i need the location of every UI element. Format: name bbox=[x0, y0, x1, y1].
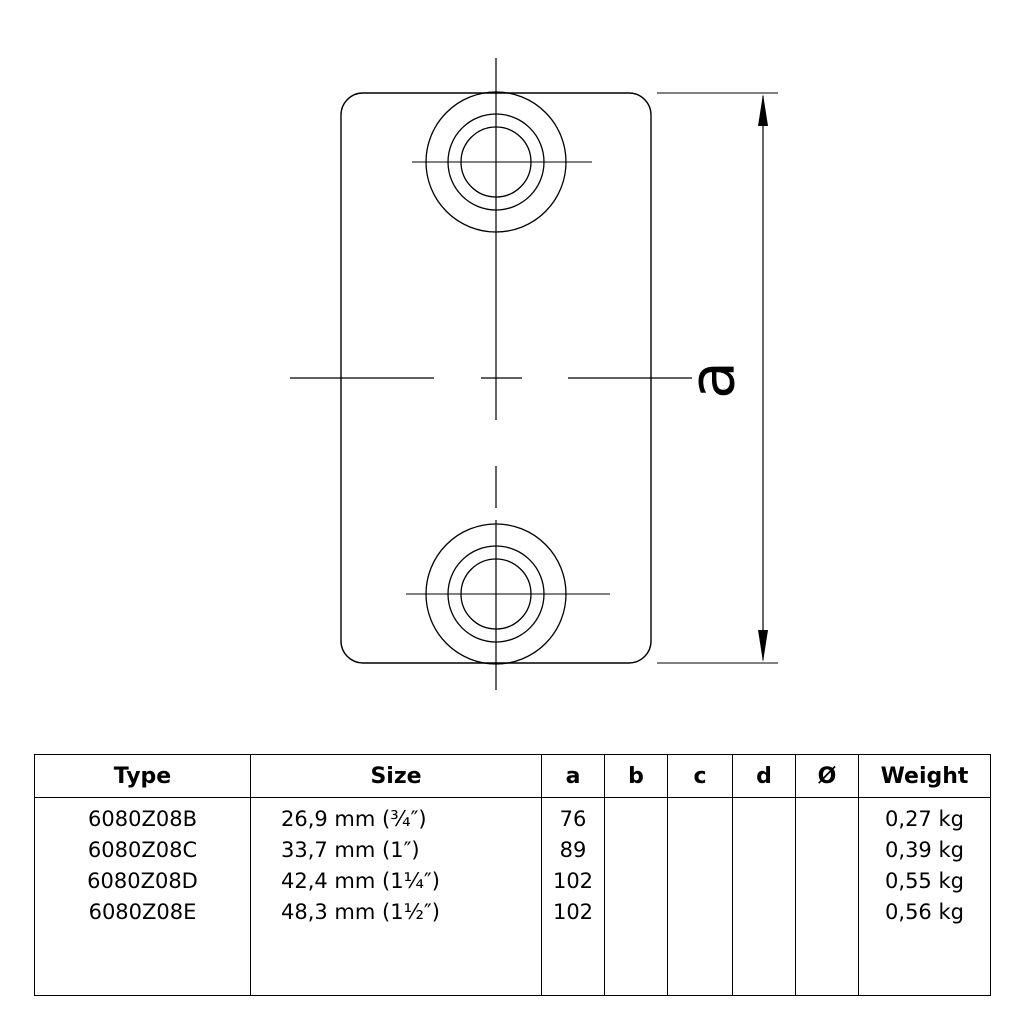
type-cell: 6080Z08C bbox=[87, 838, 198, 862]
weight-cell: 0,56 kg bbox=[885, 900, 964, 924]
type-cell: 6080Z08D bbox=[87, 869, 198, 893]
size-cell: 33,7 mm (1″) bbox=[281, 838, 420, 862]
size-column bbox=[251, 798, 542, 996]
header-type: Type bbox=[35, 755, 251, 798]
header-d: d bbox=[733, 755, 796, 798]
bottom-hole bbox=[406, 524, 610, 664]
a-cell: 76 bbox=[559, 807, 587, 831]
size-cell: 26,9 mm (¾″) bbox=[281, 807, 427, 831]
header-weight: Weight bbox=[859, 755, 991, 798]
size-cell: 42,4 mm (1¼″) bbox=[281, 869, 440, 893]
dimension-label-a: a bbox=[675, 361, 749, 399]
a-cell: 102 bbox=[552, 869, 594, 893]
weight-cell: 0,39 kg bbox=[885, 838, 964, 862]
a-cell: 89 bbox=[559, 838, 587, 862]
a-column bbox=[542, 798, 605, 996]
header-diameter: Ø bbox=[796, 755, 859, 798]
b-column bbox=[605, 798, 668, 996]
a-cell: 102 bbox=[552, 900, 594, 924]
weight-cell: 0,27 kg bbox=[885, 807, 964, 831]
type-cell: 6080Z08E bbox=[88, 900, 197, 924]
dimension-line-a bbox=[758, 94, 768, 662]
c-column bbox=[668, 798, 733, 996]
header-b: b bbox=[605, 755, 668, 798]
table-header-row bbox=[35, 755, 991, 798]
type-cell: 6080Z08B bbox=[88, 807, 197, 831]
header-c: c bbox=[668, 755, 733, 798]
type-column bbox=[35, 798, 251, 996]
size-cell: 48,3 mm (1½″) bbox=[281, 900, 440, 924]
weight-cell: 0,55 kg bbox=[885, 869, 964, 893]
diameter-column bbox=[796, 798, 859, 996]
table-body-row bbox=[35, 798, 991, 996]
header-a: a bbox=[542, 755, 605, 798]
header-size: Size bbox=[251, 755, 542, 798]
weight-column bbox=[859, 798, 991, 996]
specification-table bbox=[34, 754, 991, 996]
top-hole bbox=[412, 92, 592, 232]
d-column bbox=[733, 798, 796, 996]
